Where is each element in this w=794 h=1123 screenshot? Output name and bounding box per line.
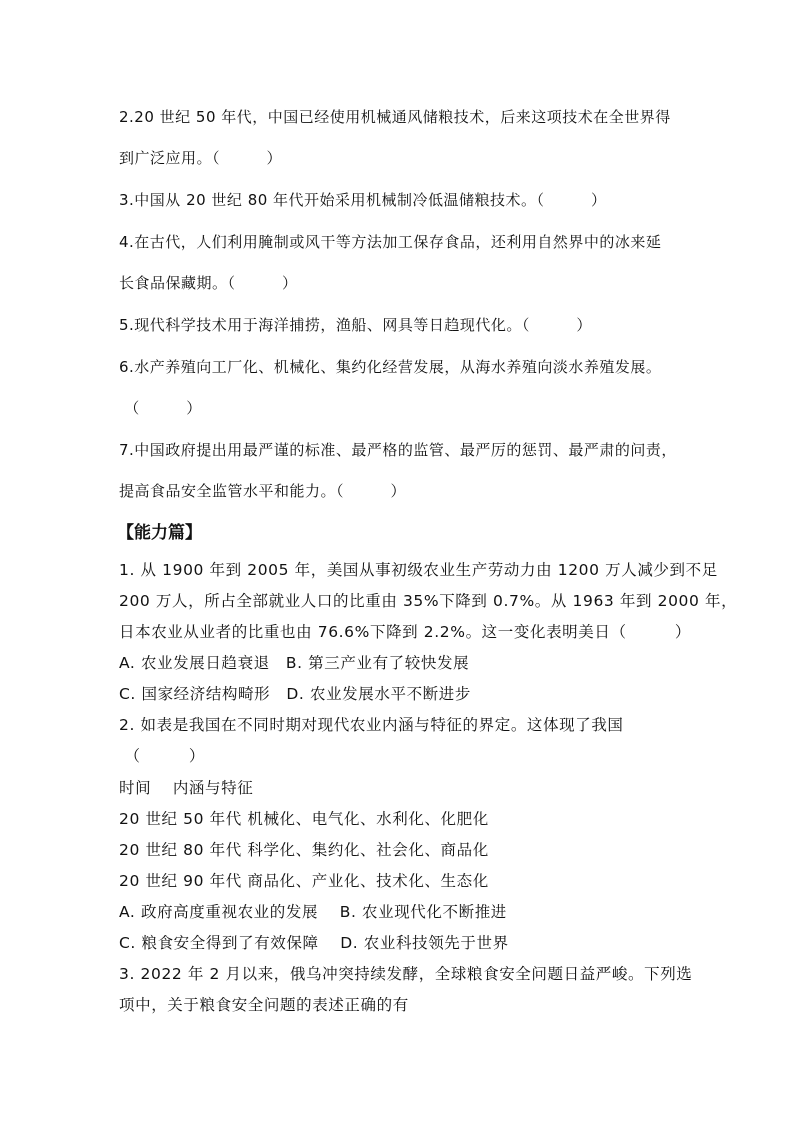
question-7-line-1: 7.中国政府提出用最严谨的标准、最严格的监管、最严厉的惩罚、最严肃的问责， <box>119 441 677 459</box>
question-4-line-2: 长食品保藏期。（ ） <box>119 274 298 292</box>
table-header-row: 时间 内涵与特征 <box>119 779 254 797</box>
question-2-line-1: 2.20 世纪 50 年代，中国已经使用机械通风储粮技术，后来这项技术在全世界得 <box>119 108 671 126</box>
section-heading: 【能力篇】 <box>117 523 202 543</box>
mc-question-2-options-cd: C. 粮食安全得到了有效保障 D. 农业科技领先于世界 <box>119 934 509 952</box>
mc-question-2-line-2: （ ） <box>119 747 206 765</box>
question-6-line-1: 6.水产养殖向工厂化、机械化、集约化经营发展，从海水养殖向淡水养殖发展。 <box>119 358 662 376</box>
table-row-1950s: 20 世纪 50 年代 机械化、电气化、水利化、化肥化 <box>119 810 489 828</box>
table-row-1980s: 20 世纪 80 年代 科学化、集约化、社会化、商品化 <box>119 841 489 859</box>
mc-question-1-line-2: 200 万人，所占全部就业人口的比重由 35%下降到 0.7%。从 1963 年到 2000 年， <box>119 592 738 610</box>
mc-question-1-line-3: 日本农业从业者的比重也由 76.6%下降到 2.2%。这一变化表明美日（ ） <box>119 623 691 641</box>
mc-question-3-line-1: 3. 2022 年 2 月以来，俄乌冲突持续发酵，全球粮食安全问题日益严峻。下列选 <box>119 965 693 983</box>
question-3-line: 3.中国从 20 世纪 80 年代开始采用机械制冷低温储粮技术。（ ） <box>119 191 607 209</box>
mc-question-2-line-1: 2. 如表是我国在不同时期对现代农业内涵与特征的界定。这体现了我国 <box>119 716 624 734</box>
question-7-line-2: 提高食品安全监管水平和能力。（ ） <box>119 482 407 500</box>
mc-question-3-line-2: 项中，关于粮食安全问题的表述正确的有 <box>119 996 409 1014</box>
table-row-1990s: 20 世纪 90 年代 商品化、产业化、技术化、生态化 <box>119 872 489 890</box>
question-2-line-2: 到广泛应用。（ ） <box>119 149 283 167</box>
question-5-line: 5.现代科学技术用于海洋捕捞，渔船、网具等日趋现代化。（ ） <box>119 316 592 334</box>
mc-question-2-options-ab: A. 政府高度重视农业的发展 B. 农业现代化不断推进 <box>119 903 507 921</box>
mc-question-1-options-ab: A. 农业发展日趋衰退 B. 第三产业有了较快发展 <box>119 654 470 672</box>
question-4-line-1: 4.在古代，人们利用腌制或风干等方法加工保存食品，还利用自然界中的冰来延 <box>119 233 662 251</box>
question-6-line-2: （ ） <box>119 399 202 417</box>
mc-question-1-options-cd: C. 国家经济结构畸形 D. 农业发展水平不断进步 <box>119 685 471 703</box>
mc-question-1-line-1: 1. 从 1900 年到 2005 年，美国从事初级农业生产劳动力由 1200 万人减少到不足 <box>119 561 718 579</box>
